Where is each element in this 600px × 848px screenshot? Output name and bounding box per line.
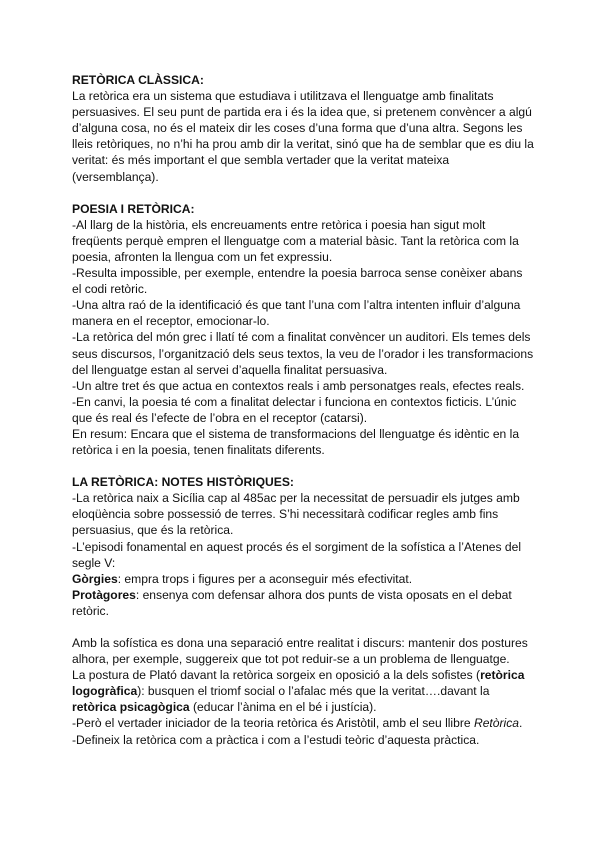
plato-text-d: (educar l’ànima en el bé i justícia). [189,700,377,715]
paragraph: Amb la sofística es dona una separació entre realitat i discurs: mantenir dos postures alhora, per exemple, suggereix que tot pot reduir-se a un problema de llenguatge. [72,636,528,667]
paragraph-aristotil [72,715,534,731]
paragraph: -En canvi, la poesia té com a finalitat delectar i funciona en contextos ficticis. L’únic que és real és l’efecte de l’obra en el receptor (catarsi). [72,394,517,425]
spacer [72,619,534,635]
paragraph-plato [72,667,534,715]
term-retorica-logografica: retòrica logogràfica [72,668,525,699]
paragraph: -Defineix la retòrica com a pràctica i com a l’estudi teòric d’aquesta pràctica. [72,732,480,747]
protagores-text: : ensenya com defensar alhora dos punts de vista oposats en el debat retòric. [72,587,512,618]
gorgies-text: : empra trops i figures per a aconseguir més efectivitat. [117,571,413,586]
book-title-retorica: Retòrica [473,716,520,731]
paragraph: -Una altra raó de la identificació és que tant l’una com l’altra intenten influir d’alguna manera en el receptor, emocionar-lo. [72,298,521,329]
paragraph-protagores [72,587,534,619]
spacer [72,458,534,474]
aristotil-text: -Però el vertader iniciador de la teoria retòrica és Aristòtil, amb el seu llibre [72,716,474,731]
aristotil-end: . [519,716,523,731]
name-gorgies: Gòrgies [72,571,118,586]
paragraph: -Al llarg de la història, els encreuaments entre retòrica i poesia han sigut molt freqüents perquè empren el llenguatge com a material bàsic. Tant la retòrica com la poesia, afronten la llengua com un fet expressiu. [72,217,519,264]
paragraph: -Resulta impossible, per exemple, entendre la poesia barroca sense conèixer abans el codi retòric. [72,266,523,297]
name-protagores: Protàgores [72,587,136,602]
plato-text-c: ): busquen el triomf social o l’afalac més que la veritat….davant la [137,684,490,699]
paragraph: -La retòrica del món grec i llatí té com a finalitat convèncer un auditori. Els temes dels seus discursos, l’organització dels seus textos, la veu de l’orador i les transformacions del llenguatge estan al servei d’aquella finalitat persuasiva. [72,330,534,377]
document-body [72,72,534,748]
term-retorica-psicagogica: retòrica psicagògica [72,700,190,715]
paragraph: -La retòrica naix a Sicília cap al 485ac per la necessitat de persuadir els jutges amb eloqüència sobre possessió de terres. S’hi necessitarà codificar regles amb fins persuasius, que és la retòrica. [72,491,520,538]
paragraph-gorgies [72,571,534,587]
paragraph: En resum: Encara que el sistema de transformacions del llenguatge és idèntic en la retòrica i en la poesia, tenen finalitats diferents. [72,426,520,458]
plato-text-a: La postura de Plató davant la retòrica sorgeix en oposició a la dels sofistes ( [72,668,481,683]
heading-notes-historiques: LA RETÒRICA: NOTES HISTÒRIQUES: [72,475,294,490]
heading-poesia-i-retorica: POESIA I RETÒRICA: [72,201,195,216]
paragraph: -Un altre tret és que actua en contextos reals i amb personatges reals, efectes reals. [72,378,525,393]
heading-retorica-classica: RETÒRICA CLÀSSICA: [72,73,204,87]
spacer [72,185,534,201]
paragraph: La retòrica era un sistema que estudiava i utilitzava el llenguatge amb finalitats persuasives. El seu punt de partida era i és la idea que, si pretenem convèncer a algú d’alguna cosa, no és el mateix dir les coses d’una forma que d’una altra. Segons les lleis retòriques, no n’hi ha prou amb dir la veritat, sinó que ha de semblar que es diu la veritat: és més important el que sembla vertader que la veritat mateixa (versemblança). [72,89,534,184]
paragraph: -L’episodi fonamental en aquest procés és el sorgiment de la sofística a l’Atenes del segle V: [72,539,522,570]
